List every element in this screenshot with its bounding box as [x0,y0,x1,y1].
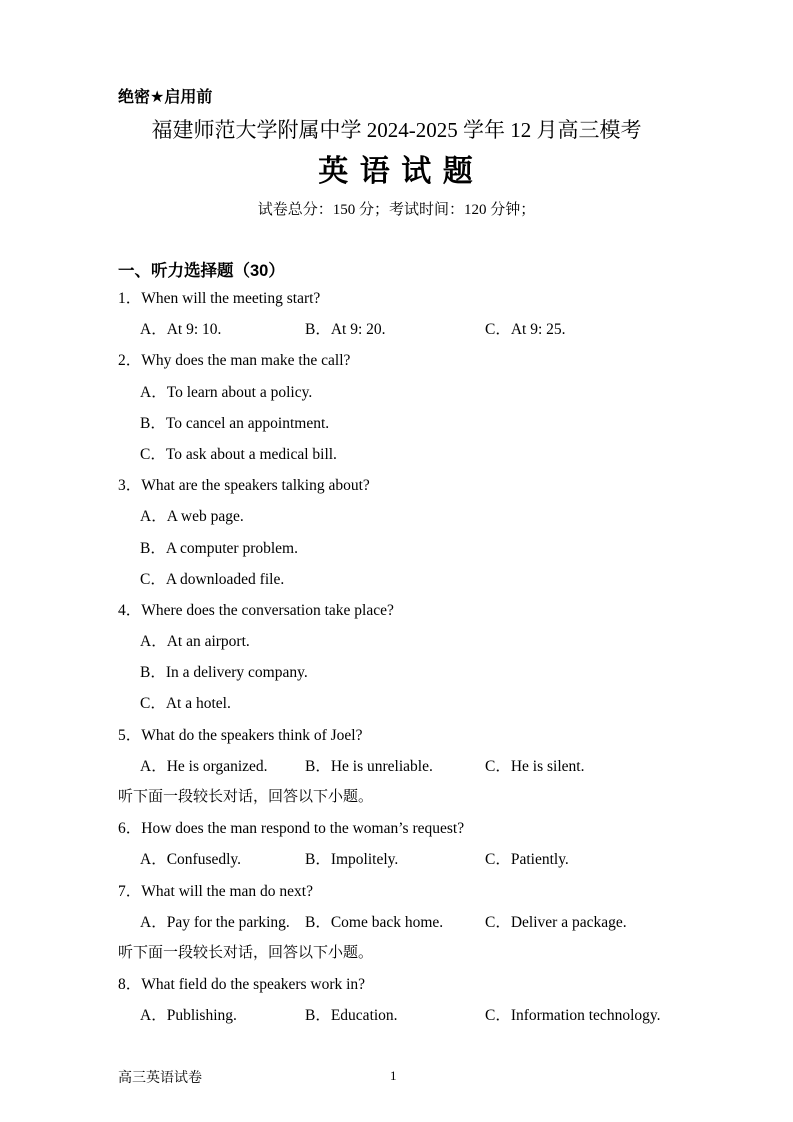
question-stem: 4．Where does the conversation take place? [118,601,394,619]
option-a: A．Publishing. [140,1007,237,1025]
option-a: A．Confusedly. [140,851,242,869]
question-stem: 8．What field do the speakers work in? [118,976,366,994]
listening-instruction: 听下面一段较长对话，回答以下小题。 [118,789,374,805]
subject-title: 英 语 试 题 [318,155,475,188]
question-stem: 7．What will the man do next? [118,882,313,900]
question-stem: 2．Why does the man make the call? [118,352,351,370]
option-b: B．Come back home. [305,913,444,931]
option-c: C．At a hotel. [140,695,231,713]
option-b: B．To cancel an appointment. [140,414,330,432]
question-options-row [118,1000,718,1031]
option-b: B．In a delivery company. [140,664,308,682]
listening-instruction: 听下面一段较长对话，回答以下小题。 [118,944,374,961]
option-b: B．Education. [305,1007,398,1025]
option-a: A．At 9: 10. [140,321,222,339]
option-a: A．To learn about a policy. [140,383,313,401]
question-options-row [118,844,718,875]
question-stem: 5．What do the speakers think of Joel? [118,726,363,744]
option-c: C．A downloaded file. [140,570,285,588]
option-a: A．A web page. [140,508,244,526]
question-list [118,283,718,1032]
option-b: B．At 9: 20. [305,321,386,339]
option-c: C．To ask about a medical bill. [140,445,337,463]
section-heading: 一、听力选择题（30） [118,262,285,280]
question-options-row [118,314,718,345]
option-b: B．Impolitely. [305,851,399,869]
option-c: C．At 9: 25. [485,321,566,339]
option-c: C．Patiently. [485,851,569,869]
option-c: C．He is silent. [485,757,585,775]
option-c: C．Information technology. [485,1007,661,1025]
question-options-row [118,907,718,938]
option-b: B．A computer problem. [140,539,298,557]
question-stem: 6．How does the man respond to the woman’s request? [118,820,465,838]
footer-page-number: 1 [390,1068,397,1083]
question-options-row [118,751,718,782]
option-a: A．At an airport. [140,633,250,651]
option-c: C．Deliver a package. [485,913,627,931]
footer-document-label: 高三英语试卷 [118,1071,202,1086]
option-a: A．He is organized. [140,757,268,775]
question-stem: 3．What are the speakers talking about? [118,477,370,495]
option-b: B．He is unreliable. [305,757,433,775]
classification-label: 绝密★启用前 [118,89,213,106]
question-stem: 1．When will the meeting start? [118,290,321,307]
exam-info: 试卷总分：150 分；考试时间：120 分钟； [257,202,536,218]
option-a: A．Pay for the parking. [140,913,290,931]
exam-title: 福建师范大学附属中学 2024-2025 学年 12 月高三模考 [151,118,642,142]
